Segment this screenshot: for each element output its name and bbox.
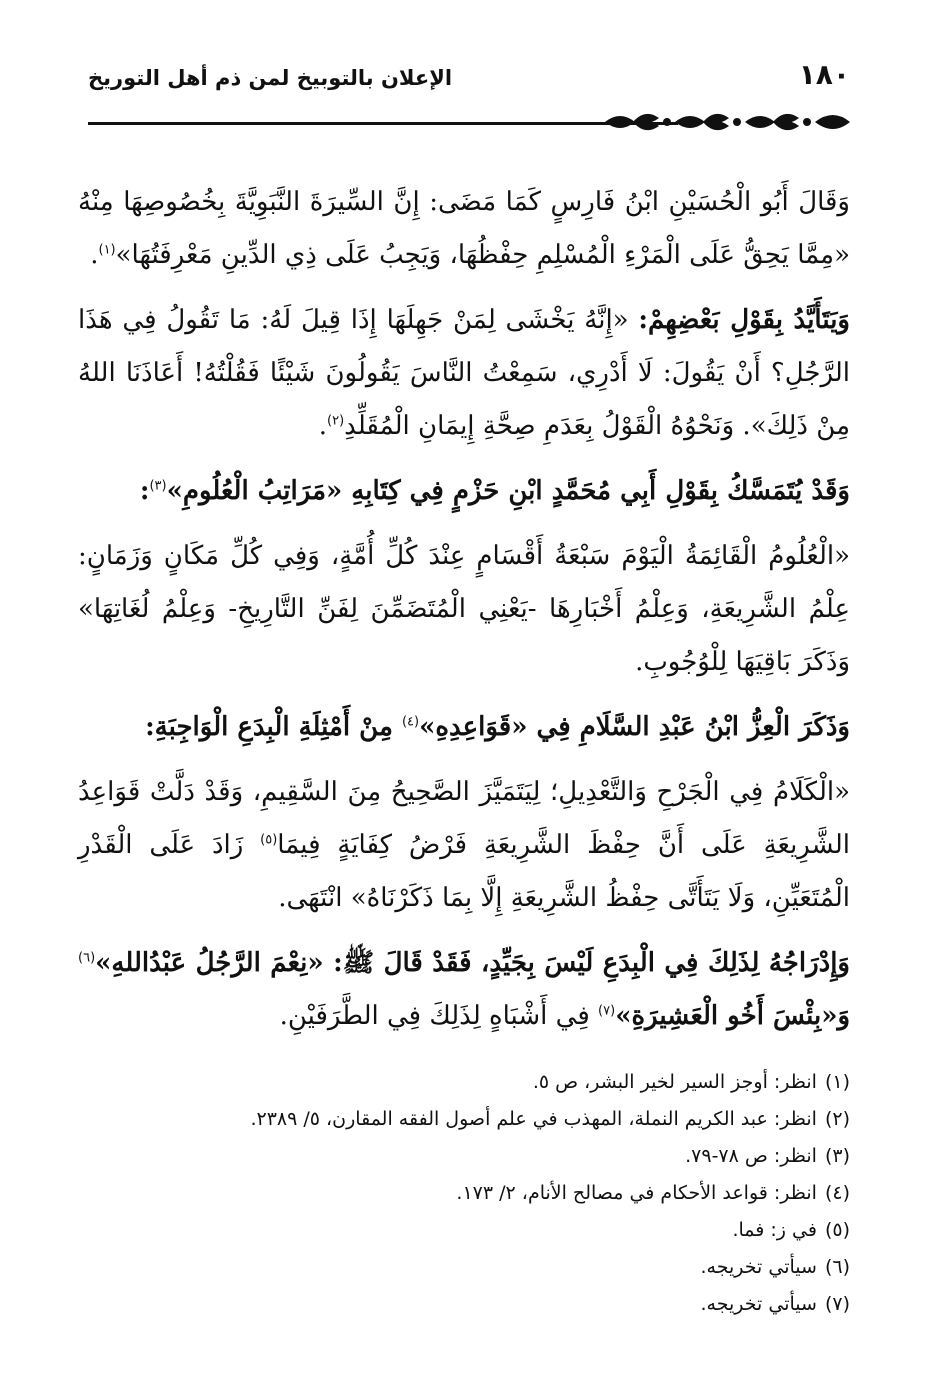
footnote-item: (٣)انظر: ص ٧٨-٧٩. — [685, 1145, 850, 1167]
footnote-ref: (٢) — [327, 413, 345, 429]
running-title: الإعلان بالتوبيخ لمن ذم أهل التوريخ — [88, 66, 453, 90]
page-number: ١٨٠ — [798, 58, 850, 91]
footnote-ref: (٣) — [149, 478, 167, 494]
footnote-item: (٢)انظر: عبد الكريم النملة، المهذب في علم أصول الفقه المقارن، ٥/ ٢٣٨٩. — [250, 1108, 850, 1130]
paragraph-4: «الْعُلُومُ الْقَائِمَةُ الْيَوْمَ سَبْعَةُ أَقْسَامٍ عِنْدَ كُلِّ أُمَّةٍ، وَفِي كُلِّ مَكَانٍ وَزَمَانٍ: عِلْمُ الشَّرِيعَةِ، وَعِلْمُ أَخْبَارِهَا -يَعْنِي الْمُتَضَمِّنَ لِفَنِّ التَّارِيخِ- وَعِلْمُ لُغَاتِهَا» وَذَكَرَ بَاقِيَهَا لِلْوُجُوبِ. — [78, 541, 850, 677]
paragraph-5: وَذَكَرَ الْعِزُّ ابْنُ عَبْدِ السَّلَامِ فِي «قَوَاعِدِهِ»$^{(٤)}$ مِنْ أَمْثِلَةِ الْبِدَعِ الْوَاجِبَةِ: — [145, 712, 850, 742]
footnotes — [78, 1064, 850, 1323]
paragraph-2: وَيَتَأَيَّدُ بِقَوْلِ بَعْضِهِمْ: «إِنَّهُ يَخْشَى لِمَنْ جَهِلَهَا إِذَا قِيلَ لَهُ: مَا تَقُولُ فِي هَذَا الرَّجُلِ؟ أَنْ يَقُولَ: لَا أَدْرِي، سَمِعْتُ النَّاسَ يَقُولُونَ شَيْئًا فَقُلْتُهُ! أَعَاذَنَا اللهُ مِنْ ذَلِكَ». وَنَحْوُهُ الْقَوْلُ بِعَدَمِ صِحَّةِ إِيمَانِ الْمُقَلِّدِ$^{(٢)}$. — [78, 305, 850, 441]
footnote-item: (٤)انظر: قواعد الأحكام في مصالح الأنام، ٢/ ١٧٣. — [456, 1182, 850, 1204]
footnote-ref: (١) — [98, 242, 116, 258]
paragraph-3: وَقَدْ يُتَمَسَّكُ بِقَوْلِ أَبِي مُحَمَّدٍ ابْنِ حَزْمٍ فِي كِتَابِهِ «مَرَاتِبُ الْعُلُومِ»$^{(٣)}$: — [139, 476, 850, 506]
footnote-item: (٧)سيأتي تخريجه. — [700, 1293, 850, 1315]
footnote-ref: (٧) — [598, 1003, 616, 1019]
footnote-ref: (٦) — [78, 950, 96, 966]
footnote-ref: (٤) — [401, 714, 420, 730]
paragraph-1: وَقَالَ أَبُو الْحُسَيْنِ ابْنُ فَارِسٍ كَمَا مَضَى: إِنَّ السِّيرَةَ النَّبَوِيَّةَ بِخُصُوصِهَا مِنْهُ «مِمَّا يَحِقُّ عَلَى الْمَرْءِ الْمُسْلِمِ حِفْظُهَا، وَيَجِبُ عَلَى ذِي الدِّينِ مَعْرِفَتُهَا»$^{(١)}$. — [78, 187, 850, 270]
paragraph-6: «الْكَلَامُ فِي الْجَرْحِ وَالتَّعْدِيلِ؛ لِيَتَمَيَّزَ الصَّحِيحُ مِنَ السَّقِيمِ، وَقَدْ دَلَّتْ قَوَاعِدُ الشَّرِيعَةِ عَلَى أَنَّ حِفْظَ الشَّرِيعَةِ فَرْضُ كِفَايَةٍ فِيمَا$^{(٥)}$ زَادَ عَلَى الْقَدْرِ الْمُتَعَيِّنِ، وَلَا يَتَأَتَّى حِفْظُ الشَّرِيعَةِ إِلَّا بِمَا ذَكَرْنَاهُ» انْتَهَى. — [78, 777, 850, 913]
paragraph-7: وَإِدْرَاجُهُ لِذَلِكَ فِي الْبِدَعِ لَيْسَ بِجَيِّدٍ، فَقَدْ قَالَ ﷺ: «نِعْمَ الرَّجُلُ عَبْدُاللهِ»$^{(٦)}$ وَ«بِئْسَ أَخُو الْعَشِيرَةِ»$^{(٧)}$ فِي أَشْبَاهٍ لِذَلِكَ فِي الطَّرَفَيْنِ. — [78, 948, 850, 1031]
floral-ornament-icon — [605, 104, 850, 140]
footnote-item: (١)انظر: أوجز السير لخير البشر، ص ٥. — [532, 1071, 850, 1093]
main-text — [78, 176, 850, 1055]
footnote-item: (٦)سيأتي تخريجه. — [700, 1256, 850, 1278]
footnote-item: (٥)في ز: فما. — [732, 1219, 850, 1241]
footnote-ref: (٥) — [260, 832, 278, 848]
header-rule — [88, 122, 678, 125]
